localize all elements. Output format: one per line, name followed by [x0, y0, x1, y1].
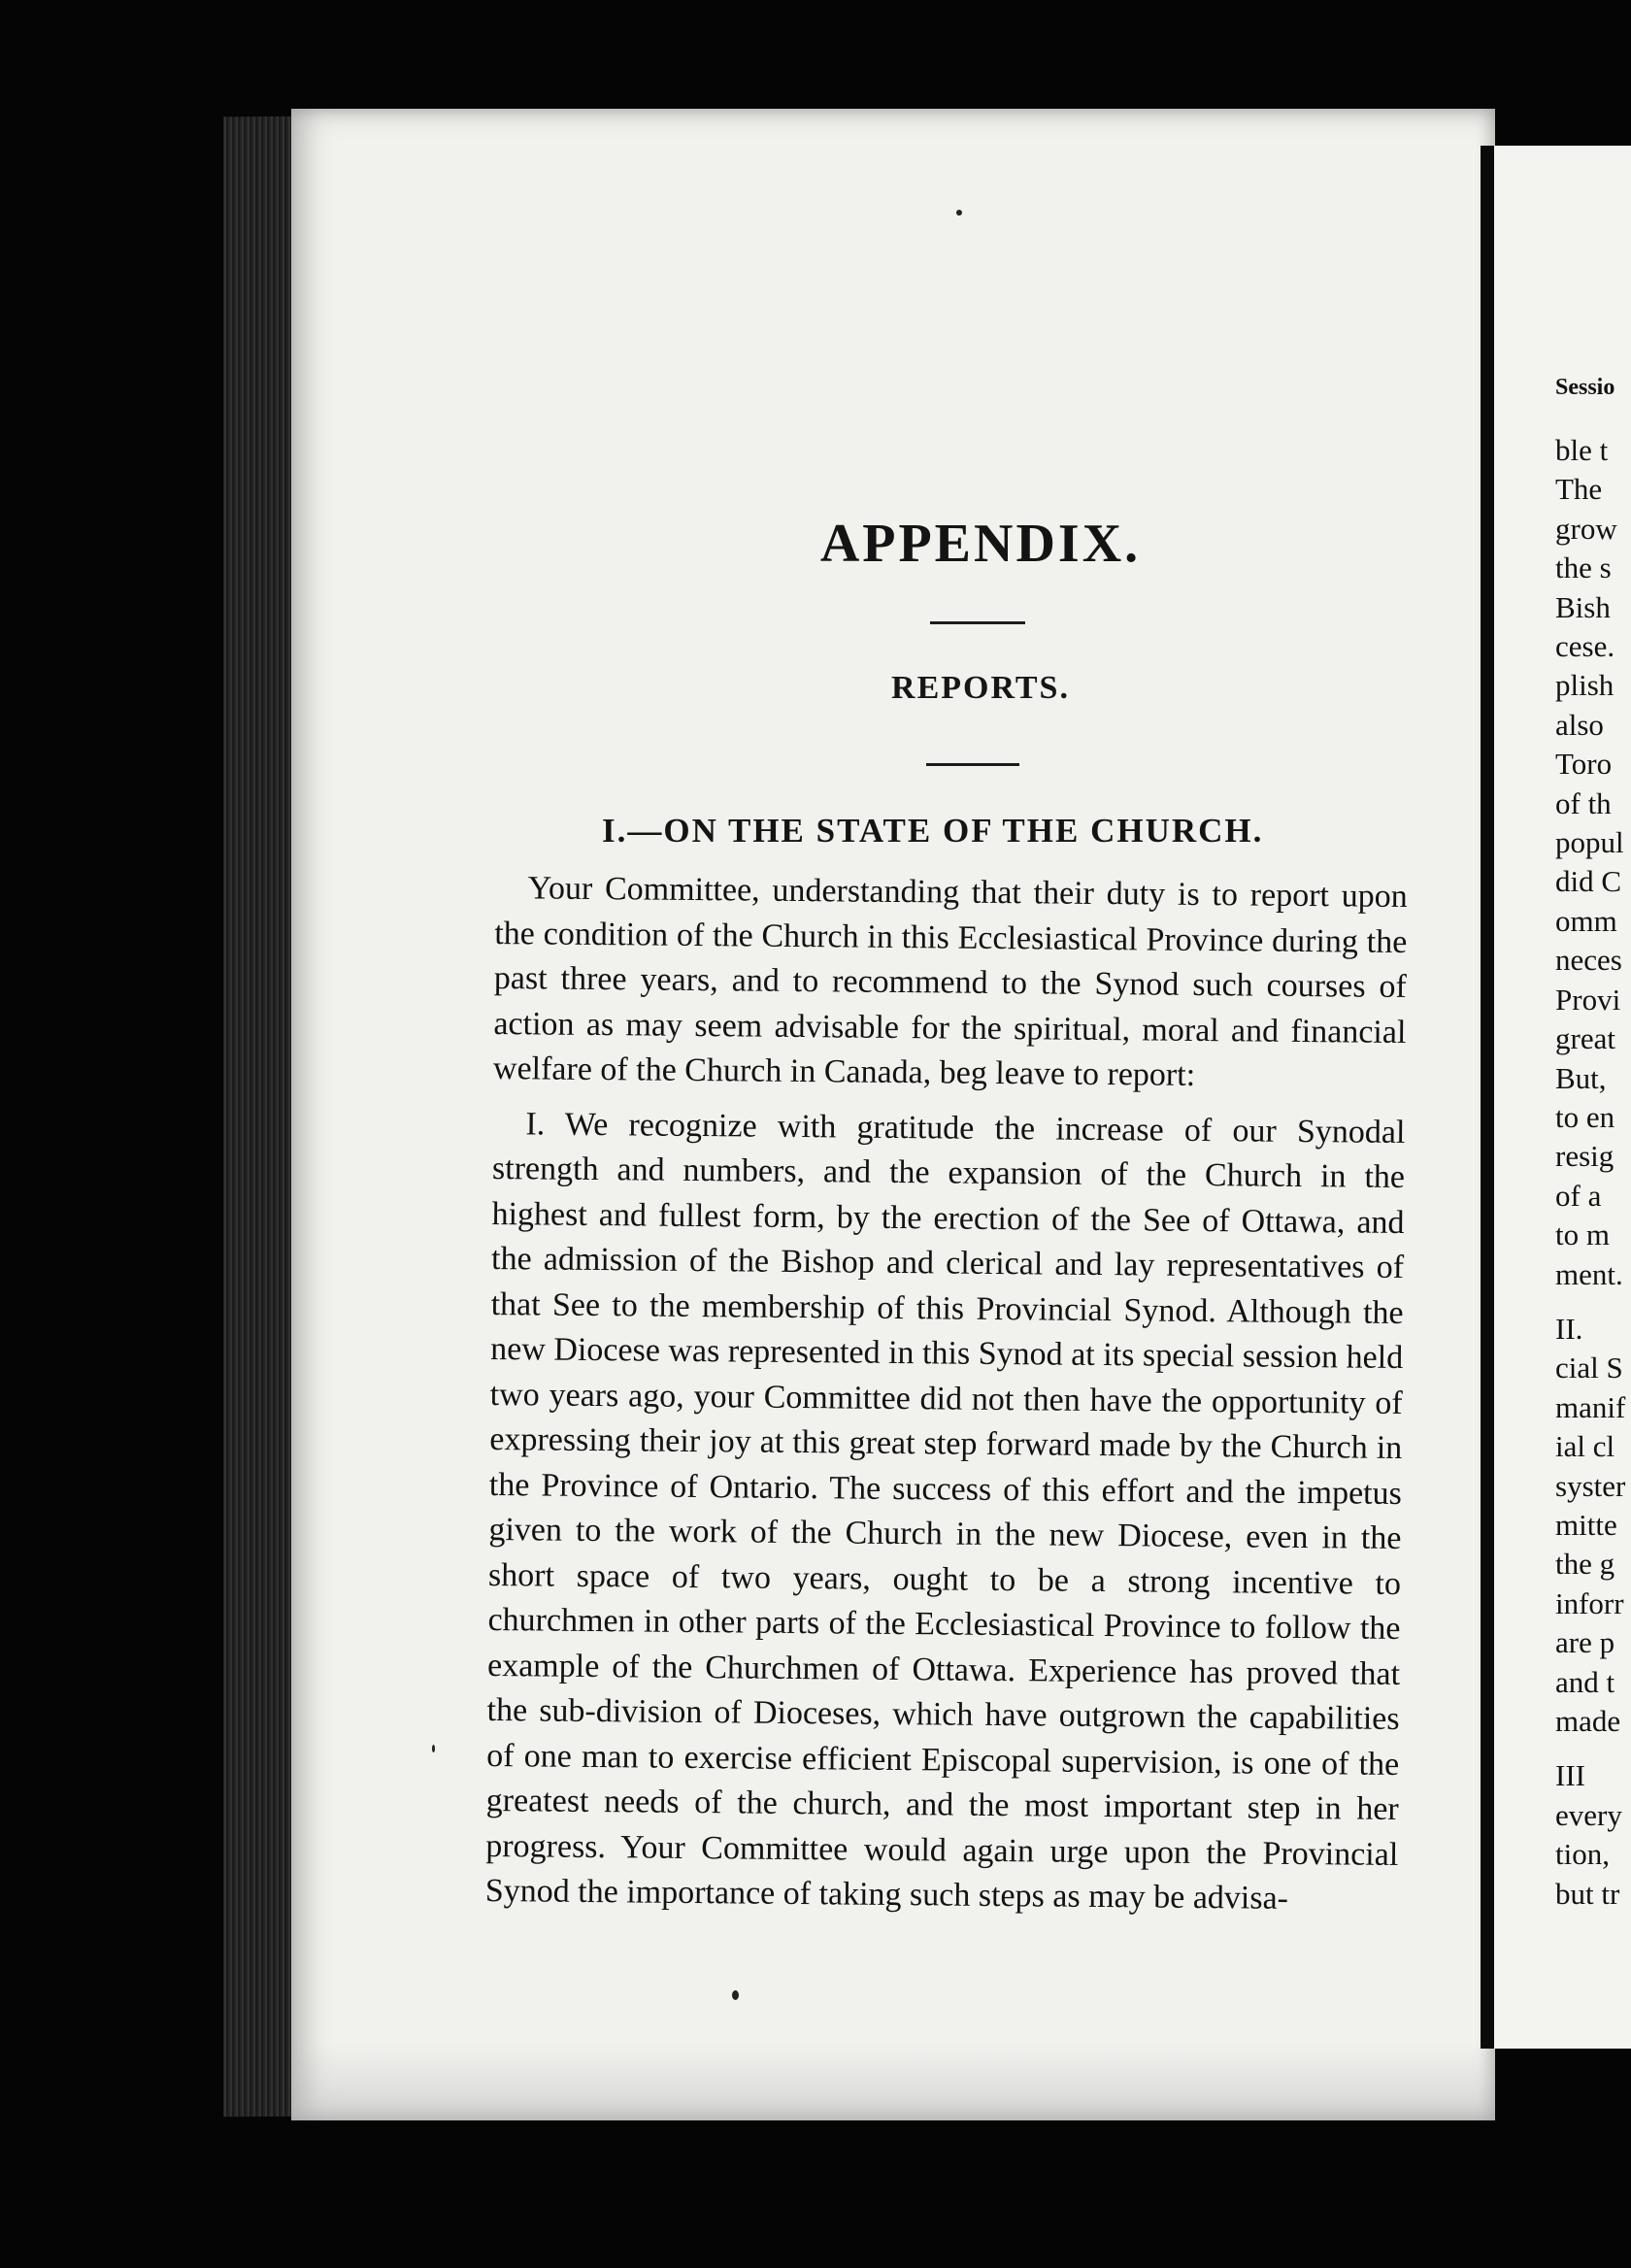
right-page-line: cial S [1555, 1351, 1623, 1385]
right-page-line: grow [1555, 511, 1617, 546]
page-title: APPENDIX. [819, 514, 1142, 574]
right-running-head: Sessio [1555, 375, 1615, 400]
reports-heading: REPORTS. [891, 670, 1070, 706]
right-page-line: the s [1555, 550, 1612, 585]
scan-speck [956, 210, 962, 216]
right-page-line: and t [1555, 1664, 1615, 1699]
section-heading: I.—ON THE STATE OF THE CHURCH. [602, 812, 1264, 850]
right-page-line: but tr [1555, 1876, 1620, 1911]
right-page-line: plish [1555, 668, 1614, 703]
paragraph-item-one: I. We recognize with gratitude the increase of our Synodal strength and numbers, and the expansion of the Church in the highest and fullest form, by the erection of the See of Ottawa, and the admission of the Bishop and clerical and lay representatives of that See to the membership of this Provincial Synod. Although the new Diocese was represented in this Synod at its special session held two years ago, your Committee did not then have the opportunity of expressing their joy at this great step forward made by the Church in the Province of Ontario. The success of this effort and the impetus given to the work of the Church in the new Diocese, even in the short space of two years, ought to be a strong incentive to churchmen in other parts of the Ecclesiastical Province to follow the example of the Churchmen of Ottawa. Experience has proved that the sub-division of Dioceses, which have outgrown the capabilities of one man to exercise efficient Episcopal supervision, is one of the greatest needs of the church, and the most important step in her progress. Your Committee would again urge upon the Provincial Synod the importance of taking such steps as may be advisa- [484, 1105, 1406, 1917]
right-page-line: neces [1555, 943, 1622, 978]
right-page-line: Provi [1555, 982, 1621, 1017]
right-page-line: the g [1555, 1547, 1615, 1582]
right-page-line: II. [1555, 1311, 1583, 1346]
right-page-line: every [1555, 1797, 1622, 1832]
paragraph-introduction: Your Committee, understanding that their duty is to report upon the condition of the Church in this Ecclesiastical Province during the past three years, and to recommend to the Synod such courses of action as may seem advisable for the spiritual, moral and financial welfare of the Church in Canada, beg leave to report: [492, 870, 1408, 1093]
scan-speck [432, 1745, 435, 1752]
subtitle-rule [926, 763, 1019, 766]
right-page-line: manif [1555, 1389, 1626, 1424]
right-page-line: popul [1555, 825, 1624, 860]
right-page-line: mitte [1555, 1507, 1617, 1542]
right-page-line: But, [1555, 1060, 1607, 1095]
right-page-line: ment. [1555, 1256, 1623, 1291]
right-page-line: to m [1555, 1217, 1610, 1252]
right-page-line: of th [1555, 785, 1612, 820]
right-page-line: to en [1555, 1099, 1615, 1134]
right-page-line: of a [1555, 1178, 1602, 1213]
right-page-line: syster [1555, 1468, 1626, 1503]
right-page-line: inforr [1555, 1585, 1624, 1620]
right-page-line: are p [1555, 1625, 1615, 1660]
paragraph-gap [1555, 1741, 1631, 1756]
right-page-line: resig [1555, 1139, 1614, 1174]
right-page-line: The [1555, 472, 1603, 507]
paragraph-gap [1555, 1294, 1631, 1310]
right-page-line: made [1555, 1704, 1621, 1738]
right-page-line: ble t [1555, 433, 1609, 467]
right-page-text [1555, 431, 1631, 1914]
right-page-line: Toro [1555, 747, 1613, 782]
scan-speck [732, 1990, 739, 2000]
report-body [485, 866, 1408, 1932]
right-page-line: omm [1555, 903, 1617, 938]
right-page-line: III [1555, 1758, 1585, 1793]
right-page-line: cese. [1555, 629, 1615, 664]
right-page-line: great [1555, 1021, 1615, 1056]
title-rule [930, 621, 1025, 624]
right-page-line: did C [1555, 864, 1622, 899]
right-page-line: tion, [1555, 1837, 1610, 1872]
right-page-line: Bish [1555, 589, 1611, 624]
right-page-line: ial cl [1555, 1429, 1615, 1464]
right-page-line: also [1555, 707, 1604, 742]
